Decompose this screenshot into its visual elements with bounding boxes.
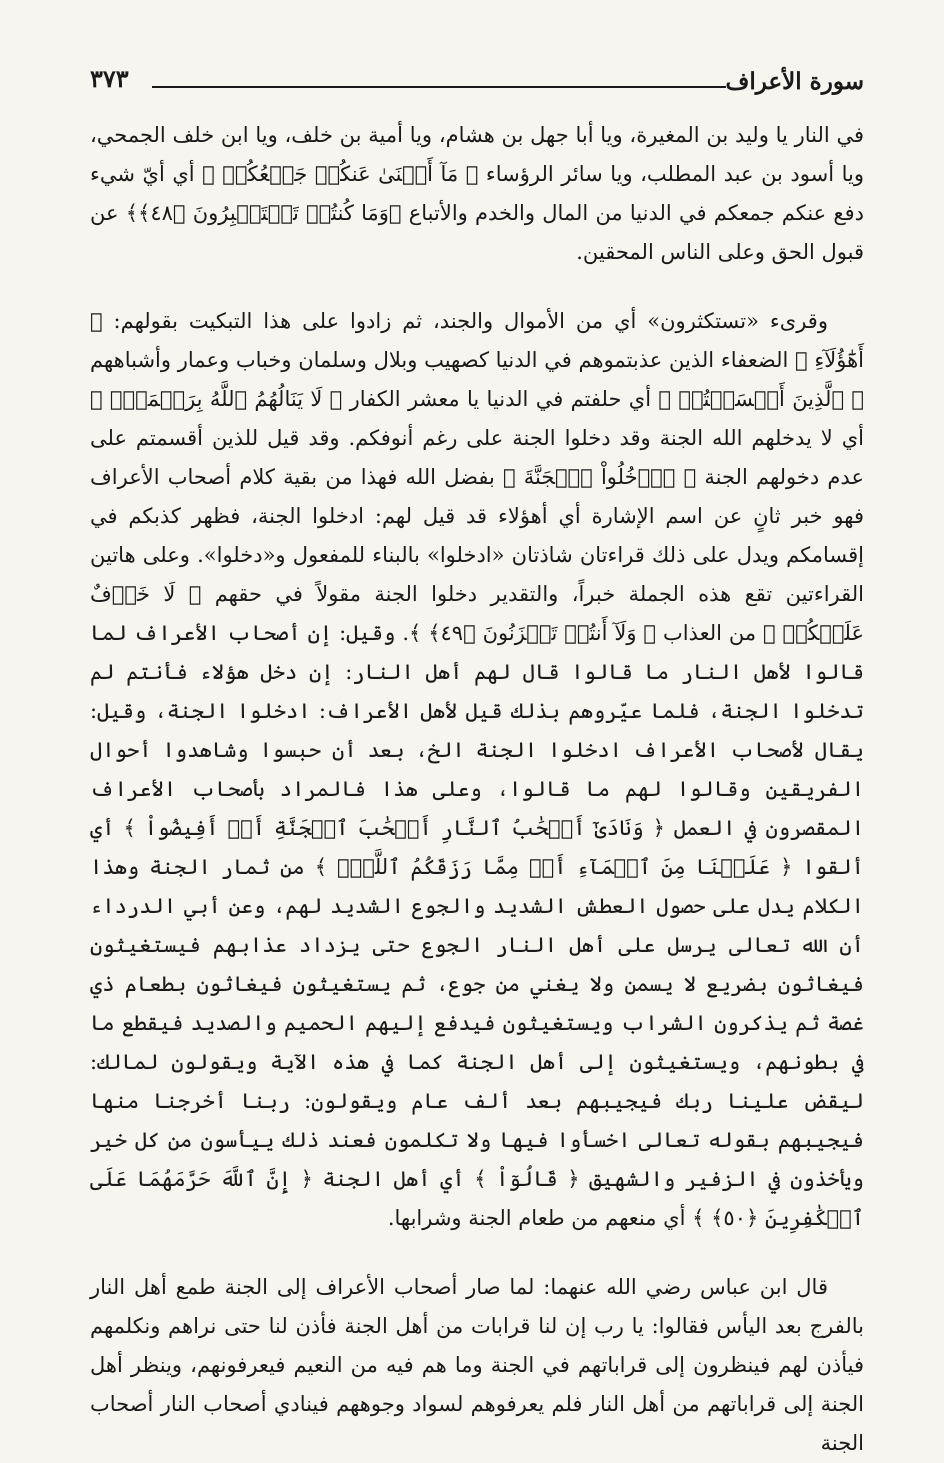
header-rule [152, 86, 726, 88]
surah-title: سورة الأعراف [725, 68, 864, 95]
paragraph-3: قال ابن عباس رضي الله عنهما: لما صار أصحاب الأعراف إلى الجنة طمع أهل النار بالفرج بعد اليأس فقالوا: يا رب إن لنا قرابات من أهل الجنة فأذن لنا حتى نراهم ونكلمهم فيأذن لهم فينظرون إلى قراباتهم في الجنة وما هم فيه من النعيم فيعرفونهم، وينظر أهل الجنة إلى قراباتهم من أهل النار فلم يعرفوهم لسواد وجوههم فينادي أصحاب النار أصحاب الجنة [90, 1275, 864, 1455]
page-number: ٣٧٣ [90, 64, 129, 93]
page-header [90, 62, 864, 102]
paragraph-1: في النار يا وليد بن المغيرة، ويا أبا جهل بن هشام، ويا أمية بن خلف، ويا ابن خلف الجمحي، ويا أسود بن عبد المطلب، ويا سائر الرؤساء ﴿ مَآ أَغۡنَىٰ عَنكُمۡ جَمۡعُكُمۡ ﴾ أي أيّ شيء دفع عنكم جمعكم في الدنيا من المال والخدم والأتباع ﴿وَمَا كُنتُمۡ تَسۡتَكۡبِرُونَ ﴿٤٨﴾﴾ عن قبول الحق وعلى الناس المحقين. [90, 123, 864, 264]
paragraph-2: وقرىء «تستكثرون» أي من الأموال والجند، ثم زادوا على هذا التبكيت بقولهم: ﴿ أَهَٰٓؤُلَآءِ ﴾ الضعفاء الذين عذبتموهم في الدنيا كصهيب وبلال وسلمان وخباب وعمار وأشباههم ﴿ ٱلَّذِينَ أَقۡسَمۡتُمۡ ﴾ أي حلفتم في الدنيا يا معشر الكفار ﴿ لَا يَنَالُهُمُ ٱللَّهُ بِرَحۡمَةٍۚ ﴾ أي لا يدخلهم الله الجنة وقد دخلوا الجنة على رغم أنوفكم. وقد قيل للذين أقسمتم على عدم دخولهم الجنة ﴿ ٱدۡخُلُواْ ٱلۡجَنَّةَ ﴾ بفضل الله فهذا من بقية كلام أصحاب الأعراف فهو خبر ثانٍ عن اسم الإشارة أي أهؤلاء قد قيل لهم: ادخلوا الجنة، فظهر كذبكم في إقسامكم ويدل على ذلك قراءتان شاذتان «ادخلوا» بالبناء للمفعول و«دخلوا». وعلى هاتين القراءتين تقع هذه الجملة خبراً، والتقدير دخلوا الجنة مقولاً في حقهم ﴿ لَا خَوۡفٌ عَلَيۡكُمۡ ﴾ من العذاب ﴿ وَلَآ أَنتُمۡ تَحۡزَنُونَ ﴿٤٩﴾ ﴾. وقيل: إن أصحاب الأعراف لما قالوا لأهل النار ما قالوا قال لهم أهل النار: إن دخل هؤلاء فأنتم لم تدخلوا الجنة، فلما عيّروهم بذلك قيل لأهل الأعراف: ادخلوا الجنة، وقيل: يقال لأصحاب الأعراف ادخلوا الجنة الخ، بعد أن حبسوا وشاهدوا أحوال الفريقين وقالوا لهم ما قالوا، وعلى هذا فالمراد بأصحاب الأعراف المقصرون في العمل ﴿ وَنَادَىٰٓ أَصۡحَٰبُ ٱلنَّارِ أَصۡحَٰبَ ٱلۡجَنَّةِ أَنۡ أَفِيضُواْ ﴾ أي ألقوا ﴿ عَلَيۡنَا مِنَ ٱلۡمَآءِ أَوۡ مِمَّا رَزَقَكُمُ ٱللَّهُۚ ﴾ من ثمار الجنة وهذا الكلام يدل على حصول العطش الشديد والجوع الشديد لهم، وعن أبي الدرداء أن الله تعالى يرسل على أهل النار الجوع حتى يزداد عذابهم فيستغيثون فيغاثون بضريع لا يسمن ولا يغني من جوع، ثم يستغيثون فيغاثون بطعام ذي غصة ثم يذكرون الشراب ويستغيثون فيدفع إليهم الحميم والصديد فيقطع ما في بطونهم، ويستغيثون إلى أهل الجنة كما في هذه الآية ويقولون لمالك: ليقض علينا ربك فيجيبهم بعد ألف عام ويقولون: ربنا أخرجنا منها فيجيبهم بقوله تعالى اخسأوا فيها ولا تكلمون فعند ذلك ييأسون من كل خير ويأخذون في الزفير والشهيق ﴿ قَالُوٓاْ ﴾ أي أهل الجنة ﴿ إِنَّ ٱللَّهَ حَرَّمَهُمَا عَلَى ٱلۡكَٰفِرِينَ ﴿٥٠﴾ ﴾ أي منعهم من طعام الجنة وشرابها. [90, 309, 864, 1230]
page-body [90, 116, 864, 1463]
